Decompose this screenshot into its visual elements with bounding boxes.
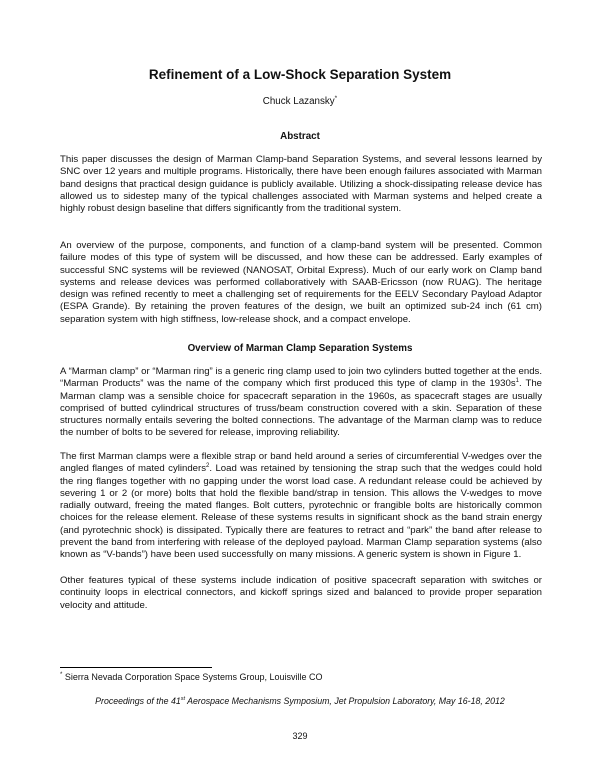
footnote-mark: * <box>60 672 63 678</box>
abstract-paragraph-1: This paper discusses the design of Marman Clamp-band Separation Systems, and several lessons learned by SNC over 12 years and multiple programs. Historically, there have been enough failures associated with Marman band designs that practical design guidance is publicly available. Utilizing a shock-dissipating release device has allowed us to sidestep many of the typical challenges associated with Marman systems and helped create a highly robust design baseline that differs significantly from the traditional system. <box>60 154 542 215</box>
overview-paragraph-1 <box>60 366 542 440</box>
overview-paragraph-3: Other features typical of these systems include indication of positive spacecraft separation with switches or continuity loops in electrical connectors, and kickoff springs sized and balanced to provide proper separation velocity and attitude. <box>60 575 542 611</box>
footnote <box>60 672 322 682</box>
reference-2: 2 <box>206 463 210 470</box>
abstract-paragraph-2: An overview of the purpose, components, and function of a clamp-band system will be presented. Common failure modes of this type of system will be discussed, and how these can be addressed. Early examples of successful SNC systems will be reviewed (NANOSAT, Orbital Express). Much of our early work on Clamp band systems and release devices was performed collaboratively with SAAB-Ericsson (now RUAG). The heritage design was refined recently to meet a challenging set of requirements for the EELV Secondary Payload Adaptor (ESPA Grande). By retaining the proven features of the design, we built an optimized sub-24 inch (61 cm) separation system with high stiffness, low-release shock, and a compact envelope. <box>60 240 542 325</box>
abstract-heading: Abstract <box>280 131 320 142</box>
footnote-divider <box>60 667 212 668</box>
proceedings-line <box>0 696 600 706</box>
author-footnote-mark: * <box>334 95 338 102</box>
proceedings-ordinal: st <box>180 696 186 702</box>
footnote-text: Sierra Nevada Corporation Space Systems Group, Louisville CO <box>64 672 323 682</box>
overview-p1-text-a: A “Marman clamp” or “Marman ring” is a generic ring clamp used to join two cylinders butted together at the ends. “Marman Products” was the name of the company which first produced this type of clamp in the 1930s <box>60 366 542 390</box>
page-number: 329 <box>292 731 308 741</box>
reference-1: 1 <box>515 378 519 385</box>
overview-p2-text-b: . Load was retained by tensioning the strap such that the wedges could hold the ring flanges together with no gapping under the worst load case. A redundant release could be achieved by severing 1 or 2 (or more) bolts that hold the flexible band/strap in tension. This allows the V-wedges to move radially outward, freeing the mated flanges. Bolt cutters, pyrotechnic or frangible bolts are historically common choices for the release element. Release of these systems results in significant shock as the band strain energy (and pyrotechnic shock) is dissipated. Typically there are features to retract and “park” the band after release to prevent the band from interfering with release of the deployed payload. Marman Clamp separation systems (also known as “V-bands”) have been used successfully on many missions. A generic system is shown in Figure 1. <box>60 463 542 561</box>
author-name: Chuck Lazansky <box>262 96 335 107</box>
proceedings-pre: Proceedings of the 41 <box>95 696 181 706</box>
overview-p1-text-b: . The Marman clamp was a sensible choice for spacecraft separation in the 1960s, as spacecraft stages are usually comprised of butted cylindrical structures of truss/beam construction covered with a skin. Separation of these structures normally entails severing the bolted connections. The advantage of the Marman clamp was to reduce the number of bolts to be severed for release, improving reliability. <box>60 378 542 439</box>
proceedings-post: Aerospace Mechanisms Symposium, Jet Propulsion Laboratory, May 16-18, 2012 <box>185 696 505 706</box>
overview-paragraph-2 <box>60 451 542 562</box>
author-line <box>0 96 600 107</box>
overview-heading: Overview of Marman Clamp Separation Systems <box>187 343 413 354</box>
overview-p2-text-a: The first Marman clamps were a flexible strap or band held around a series of circumferential V-wedges over the angled flanges of mated cylinders <box>60 451 542 475</box>
paper-title: Refinement of a Low-Shock Separation System <box>148 67 452 82</box>
